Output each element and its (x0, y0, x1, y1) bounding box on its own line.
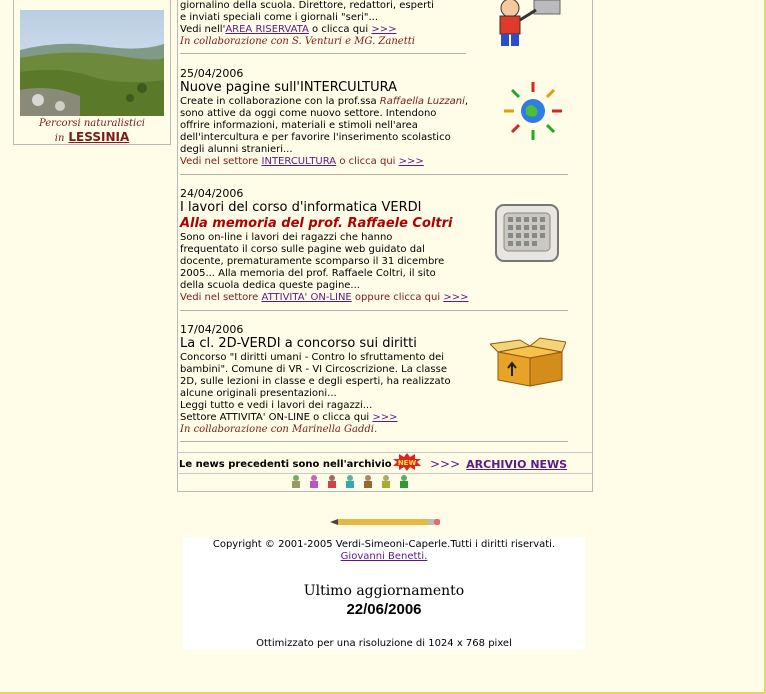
last-updated-label: Ultimo aggiornamento (303, 583, 465, 599)
news-vedi (180, 156, 580, 168)
clicca-qui-link[interactable]: >>> (371, 24, 397, 35)
news-body (180, 352, 495, 412)
clicca-qui-link[interactable]: >>> (372, 412, 398, 423)
news-separator (180, 53, 466, 54)
resolution-note: Ottimizzato per una risoluzione di 1024 x 768 pixel (256, 638, 512, 649)
news-date: 25/04/2006 (180, 67, 244, 80)
clicca-qui-link[interactable]: >>> (443, 292, 469, 303)
news-vedi (180, 412, 495, 424)
new-badge-icon (392, 453, 422, 475)
archive-news-link[interactable] (430, 457, 567, 471)
vedi-prefix: Vedi nel settore (180, 292, 262, 303)
open-box-icon (490, 336, 566, 392)
news-body-line (180, 96, 495, 108)
globe-people-icon (500, 78, 566, 148)
news-body-line: dell'intercultura e per favorire l'inserimento scolastico (180, 132, 451, 143)
news-panel (177, 0, 593, 492)
news-body-line: 2005... Alla memoria del prof. Raffaele Coltri, il sito (180, 268, 436, 279)
news-body (180, 232, 495, 292)
area-riservata-link[interactable]: AREA RISERVATA (225, 24, 309, 35)
archive-text: Le news precedenti sono nell'archivio (179, 459, 392, 470)
last-updated-date: 22/06/2006 (346, 601, 422, 618)
news-title: Nuove pagine sull'INTERCULTURA (180, 80, 398, 95)
archive-arrows: >>> (430, 457, 461, 471)
author-link[interactable] (183, 551, 585, 562)
sidebar-caption-in: in (54, 133, 65, 144)
news-vedi (180, 24, 495, 36)
news-body-line: offrire informazioni, materiali e stimoli nell'area (180, 120, 418, 131)
sidebar-panel (13, 0, 171, 145)
news-date: 17/04/2006 (180, 323, 244, 336)
news-body-line: Sono on-line i lavori dei ragazzi che hanno (180, 232, 393, 243)
vedi-mid: o clicca qui (308, 24, 372, 35)
copyright-text: Copyright © 2001-2005 Verdi-Simeoni-Caperle.Tutti i diritti riservati. (212, 539, 556, 550)
news-body-line: degli alunni stranieri... (180, 144, 293, 155)
body-pre: Create in collaborazione con la prof.ssa (180, 96, 380, 107)
news-body-line: frequentato il corso sulle pagine web guidato dal (180, 244, 425, 255)
author-link-text: Giovanni Benetti. (340, 551, 428, 562)
vedi-prefix: Settore ATTIVITA' ON-LINE o clicca qui (180, 412, 373, 423)
attivita-online-link[interactable]: ATTIVITA' ON-LINE (261, 292, 352, 303)
news-collab: In collaborazione con Marinella Gaddi. (180, 424, 378, 435)
vedi-prefix: Vedi nel settore (180, 156, 262, 167)
news-body-line: 2D, sulle lezioni in classe e degli esperti, ha realizzato (180, 376, 451, 387)
archive-row (178, 452, 592, 474)
vedi-prefix: Vedi nell' (180, 24, 226, 35)
news-body-line: docente, prematuramente scomparso il 31 dicembre (180, 256, 445, 267)
sidebar-place-link[interactable] (14, 130, 170, 144)
news-body-line: Leggi tutto e vedi i lavori dei ragazzi... (180, 400, 373, 411)
sidebar-caption: Percorsi naturalistici (38, 118, 146, 129)
news-body-line: alcune originali presentazioni... (180, 388, 337, 399)
news-body-line: sono attive da oggi come nuovo settore. Intendono (180, 108, 437, 119)
news-title: La cl. 2D-VERDI a concorso sui diritti (180, 336, 417, 351)
footer (183, 537, 585, 650)
news-vedi (180, 292, 580, 304)
news-separator (180, 441, 568, 442)
news-date: 24/04/2006 (180, 187, 244, 200)
news-collab: In collaborazione con S. Venturi e MG. Zanetti (180, 36, 415, 47)
news-body-line: giornalino della scuola. Direttore, redattori, esperti (180, 0, 434, 11)
kids-row-icon (288, 474, 418, 494)
new-badge-text: NEW (397, 459, 417, 467)
vedi-mid: o clicca qui (336, 156, 399, 167)
clicca-qui-link[interactable]: >>> (398, 156, 424, 167)
body-highlight: Raffaella Luzzani (379, 96, 465, 107)
news-separator (180, 174, 568, 175)
news-subtitle: Alla memoria del prof. Raffaele Coltri (180, 216, 453, 231)
news-body (180, 0, 495, 24)
vedi-mid: oppure clicca qui (351, 292, 444, 303)
sidebar-place-name: LESSINIA (68, 130, 130, 144)
lessinia-photo[interactable] (20, 10, 164, 116)
archive-news-label: ARCHIVIO NEWS (466, 458, 568, 471)
computer-monitor-icon (492, 201, 562, 269)
news-body (180, 96, 495, 156)
reporter-cartoon-icon (486, 0, 566, 52)
news-separator (180, 310, 568, 311)
intercultura-link[interactable]: INTERCULTURA (261, 156, 337, 167)
news-body-line: della scuola dedica queste pagine... (180, 280, 360, 291)
news-title: I lavori del corso d'informatica VERDI (180, 200, 422, 215)
body-post: , (464, 96, 469, 107)
pencil-divider-icon (330, 511, 440, 530)
news-body-line: Concorso "I diritti umani - Contro lo sfruttamento dei (180, 352, 445, 363)
news-body-line: e inviati speciali come i giornali "seri"... (180, 12, 379, 23)
news-body-line: bambini". Comune di VR - VI Circoscrizione. La classe (180, 364, 448, 375)
